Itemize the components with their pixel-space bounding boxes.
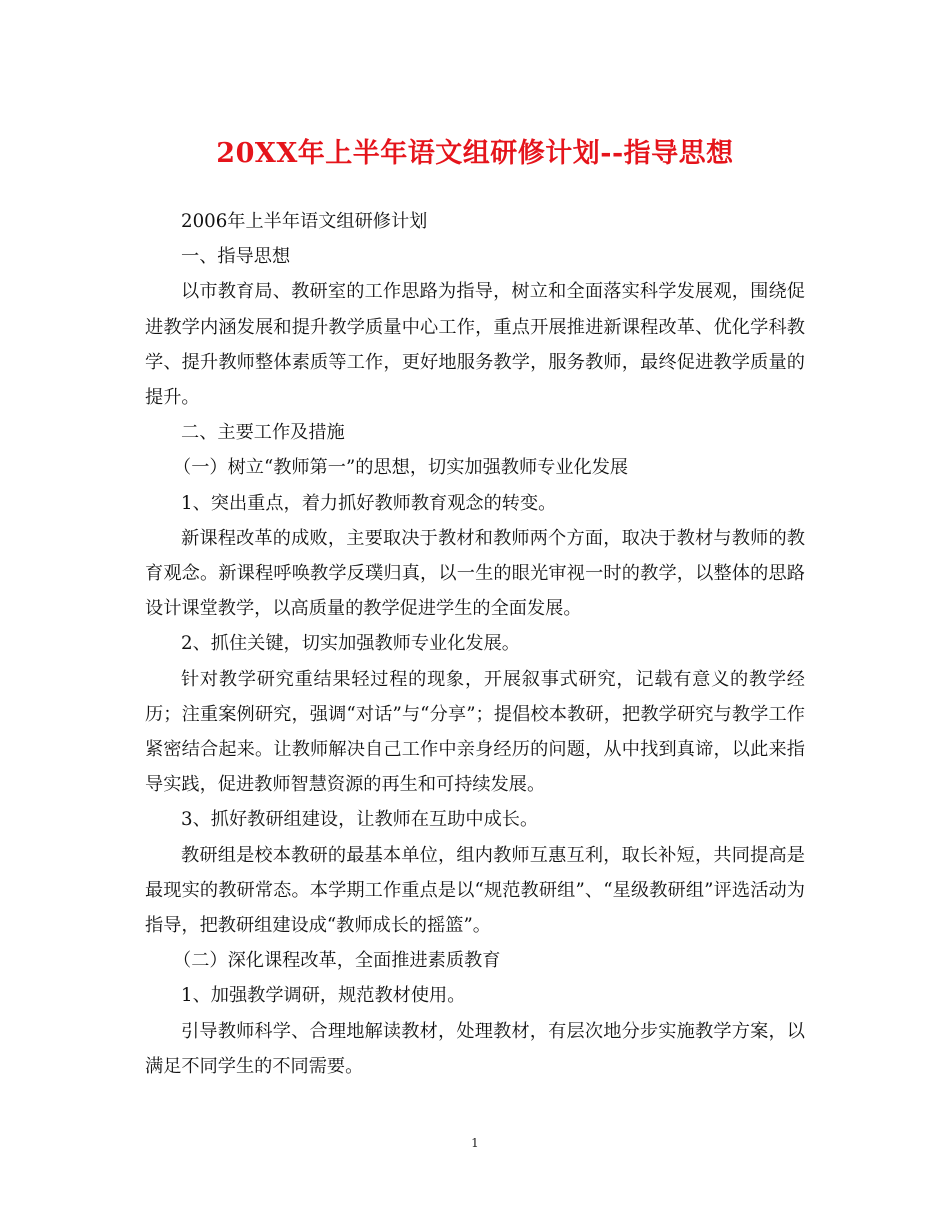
- body-paragraph: 针对教学研究重结果轻过程的现象，开展叙事式研究，记载有意义的教学经历；注重案例研究，强调“对话”与“分享”；提倡校本教研，把教学研究与教学工作紧密结合起来。让教师解决自己工作中亲身经历的问题，从中找到真谛，以此来指导实践，促进教师智慧资源的再生和可持续发展。: [145, 668, 805, 796]
- item-heading: 2、抓住关键，切实加强教师专业化发展。: [181, 633, 520, 655]
- subtitle-paragraph: 2006年上半年语文组研修计划: [181, 211, 428, 232]
- body-paragraph: 新课程改革的成败，主要取决于教材和教师两个方面，取决于教材与教师的教育观念。新课程呼唤教学反璞归真，以一生的眼光审视一时的教学，以整体的思路设计课堂教学，以高质量的教学促进学生的全面发展。: [145, 527, 805, 620]
- body-paragraph: 以市教育局、教研室的工作思路为指导，树立和全面落实科学发展观，围绕促进教学内涵发展和提升教学质量中心工作，重点开展推进新课程改革、优化学科教学、提升教师整体素质等工作，更好地服务教学，服务教师，最终促进教学质量的提升。: [145, 281, 805, 409]
- section-heading-guiding-thought: 一、指导思想: [181, 246, 291, 268]
- document-body: [145, 204, 805, 1084]
- subsection-heading-teacher-first: （一）树立“教师第一”的思想，切实加强教师专业化发展: [173, 457, 629, 479]
- item-heading: 1、突出重点，着力抓好教师教育观念的转变。: [181, 492, 557, 514]
- page-number: 1: [471, 1136, 479, 1150]
- document-title: 20XX年上半年语文组研修计划--指导思想: [216, 138, 734, 169]
- body-paragraph: 引导教师科学、合理地解读教材，处理教材，有层次地分步实施教学方案，以满足不同学生的不同需要。: [145, 1020, 805, 1077]
- item-heading: 3、抓好教研组建设，让教师在互助中成长。: [181, 809, 539, 831]
- section-heading-main-work: 二、主要工作及措施: [181, 422, 345, 444]
- item-heading: 1、加强教学调研，规范教材使用。: [181, 985, 466, 1007]
- subsection-heading-curriculum-reform: （二）深化课程改革，全面推进素质教育: [173, 950, 501, 972]
- body-paragraph: 教研组是校本教研的最基本单位，组内教师互惠互利，取长补短，共同提高是最现实的教研常态。本学期工作重点是以“规范教研组”、“星级教研组”评选活动为指导，把教研组建设成“教师成长的摇篮”。: [145, 844, 805, 937]
